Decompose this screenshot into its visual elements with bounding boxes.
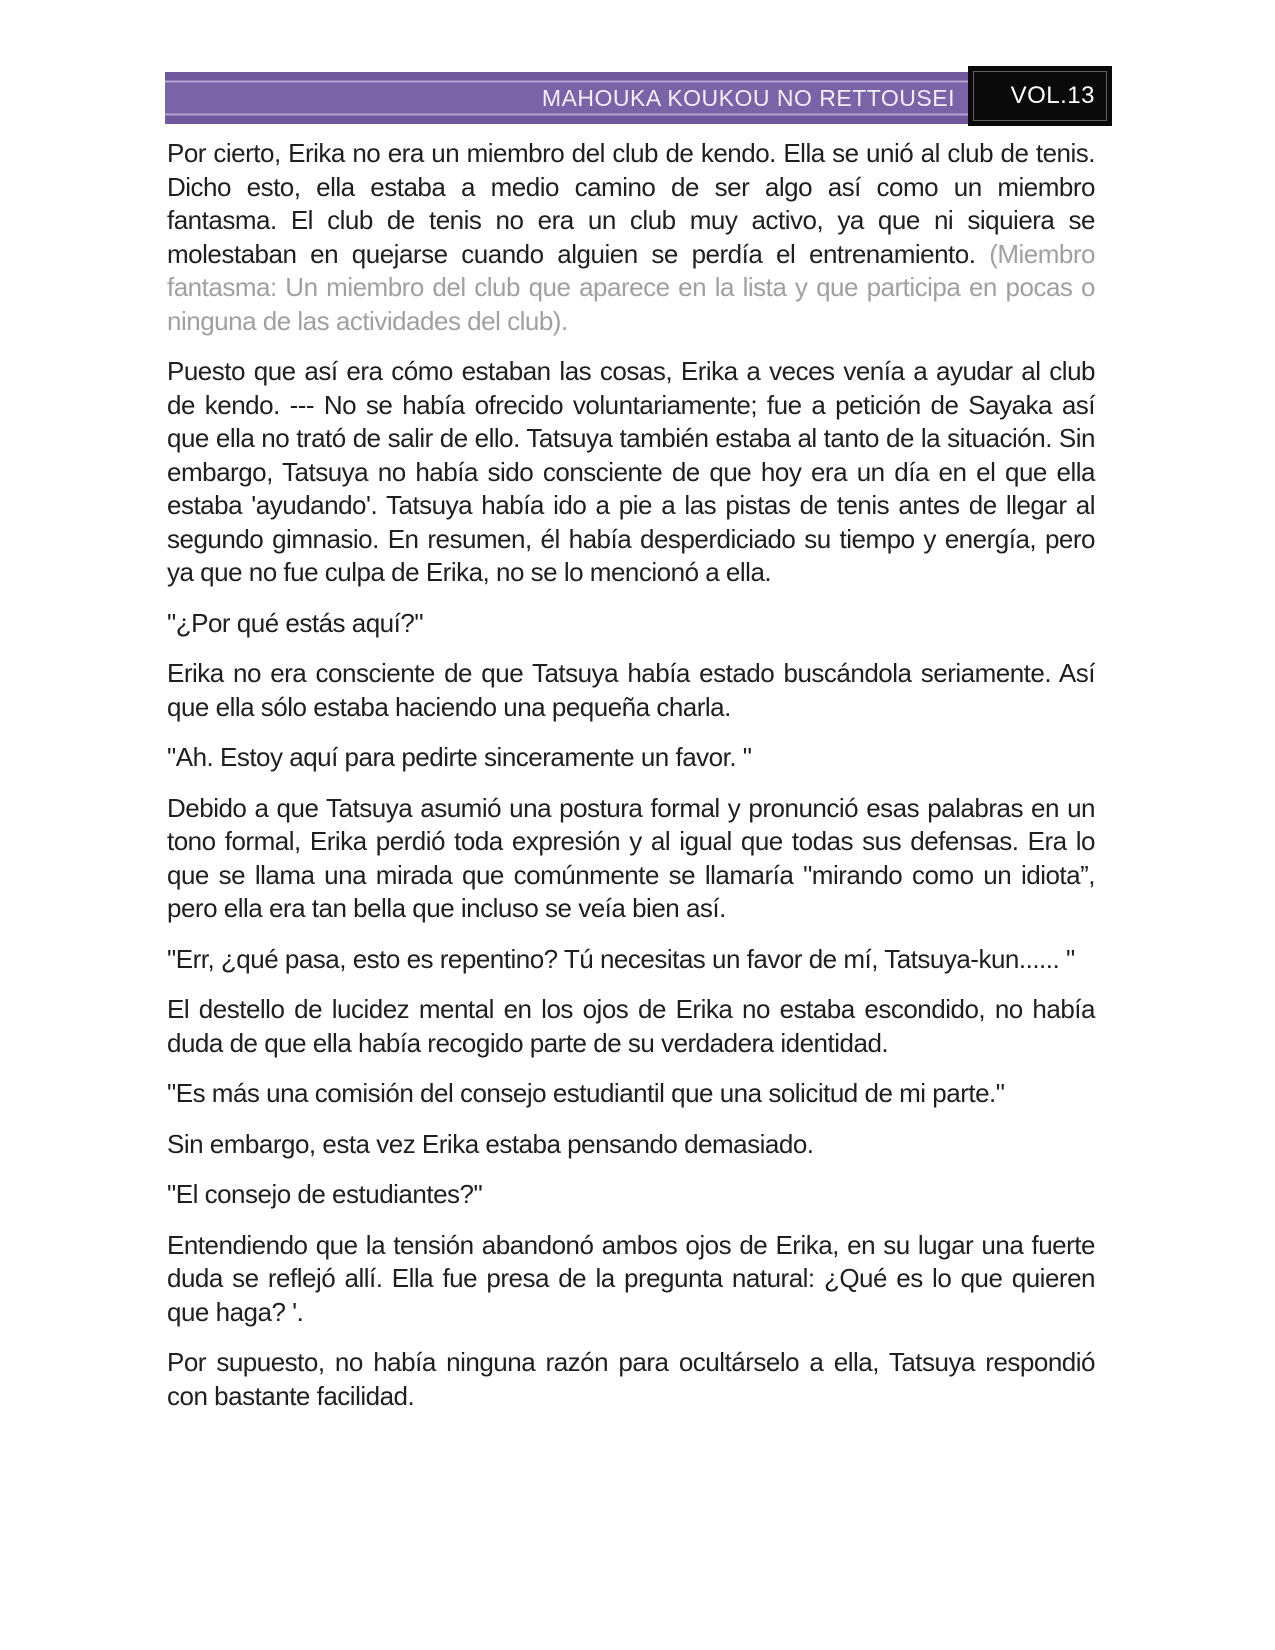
paragraph-text: "El consejo de estudiantes?" <box>167 1179 483 1209</box>
paragraph <box>167 1077 1095 1111</box>
paragraph <box>167 1229 1095 1330</box>
paragraph <box>167 741 1095 775</box>
paragraph <box>167 993 1095 1060</box>
paragraph <box>167 657 1095 724</box>
paragraph-text: Por supuesto, no había ninguna razón para ocultárselo a ella, Tatsuya respondió con bastante facilidad. <box>167 1347 1095 1411</box>
paragraph <box>167 1346 1095 1413</box>
paragraph-text: Sin embargo, esta vez Erika estaba pensando demasiado. <box>167 1128 814 1159</box>
paragraph-text: Por cierto, Erika no era un miembro del club de kendo. Ella se unió al club de tenis. Dicho esto, ella estaba a medio camino de ser algo así como un miembro fantasma. El club de tenis no era un club muy activo, ya que ni siquiera se molestaban en quejarse cuando alguien se perdía el entrenamiento. <box>167 138 1095 269</box>
paragraph-text: Debido a que Tatsuya asumió una postura formal y pronunció esas palabras en un tono formal, Erika perdió toda expresión y al igual que todas sus defensas. Era lo que se llama una mirada que comúnmente se llamaría "mirando como un idiota”, pero ella era tan bella que incluso se veía bien así. <box>167 792 1095 923</box>
paragraph <box>167 943 1095 977</box>
paragraph-text: "Es más una comisión del consejo estudiantil que una solicitud de mi parte." <box>167 1078 1005 1108</box>
paragraph <box>167 355 1095 590</box>
paragraph <box>167 1128 1095 1162</box>
paragraph-text: "Ah. Estoy aquí para pedirte sinceramente un favor. " <box>167 742 752 772</box>
paragraph <box>167 137 1095 338</box>
paragraph-text: Erika no era consciente de que Tatsuya había estado buscándola seriamente. Así que ella sólo estaba haciendo una pequeña charla. <box>167 658 1095 722</box>
page-body <box>167 137 1095 1430</box>
paragraph <box>167 607 1095 641</box>
paragraph-text: Puesto que así era cómo estaban las cosas, Erika a veces venía a ayudar al club de kendo. --- No se había ofrecido voluntariamente; fue a petición de Sayaka así que ella no trató de salir de ello. Tatsuya también estaba al tanto de la situación. Sin embargo, Tatsuya no había sido consciente de que hoy era un día en el que ella estaba 'ayudando'. Tatsuya había ido a pie a las pistas de tenis antes de llegar al segundo gimnasio. En resumen, él había desperdiciado su tiempo y energía, pero ya que no fue culpa de Erika, no se lo mencionó a ella. <box>167 356 1095 587</box>
paragraph-note-text: (Miembro fantasma: Un miembro del club que aparece en la lista y que participa en pocas o ninguna de las actividades del club). <box>167 238 1095 336</box>
paragraph-text: Entendiendo que la tensión abandonó ambos ojos de Erika, en su lugar una fuerte duda se reflejó allí. Ella fue presa de la pregunta natural: ¿Qué es lo que quieren que haga? '. <box>167 1229 1095 1327</box>
paragraph-text: "Err, ¿qué pasa, esto es repentino? Tú necesitas un favor de mí, Tatsuya-kun...... " <box>167 943 1075 974</box>
paragraph <box>167 1178 1095 1212</box>
page-header <box>165 72 1112 124</box>
header-title: MAHOUKA KOUKOU NO RETTOUSEI <box>541 84 955 111</box>
paragraph-text: El destello de lucidez mental en los ojos de Erika no estaba escondido, no había duda de que ella había recogido parte de su verdadera identidad. <box>167 994 1095 1058</box>
volume-label: VOL.13 <box>1010 82 1095 109</box>
paragraph-text: "¿Por qué estás aquí?" <box>167 607 424 638</box>
paragraph <box>167 792 1095 926</box>
volume-box <box>968 66 1112 126</box>
